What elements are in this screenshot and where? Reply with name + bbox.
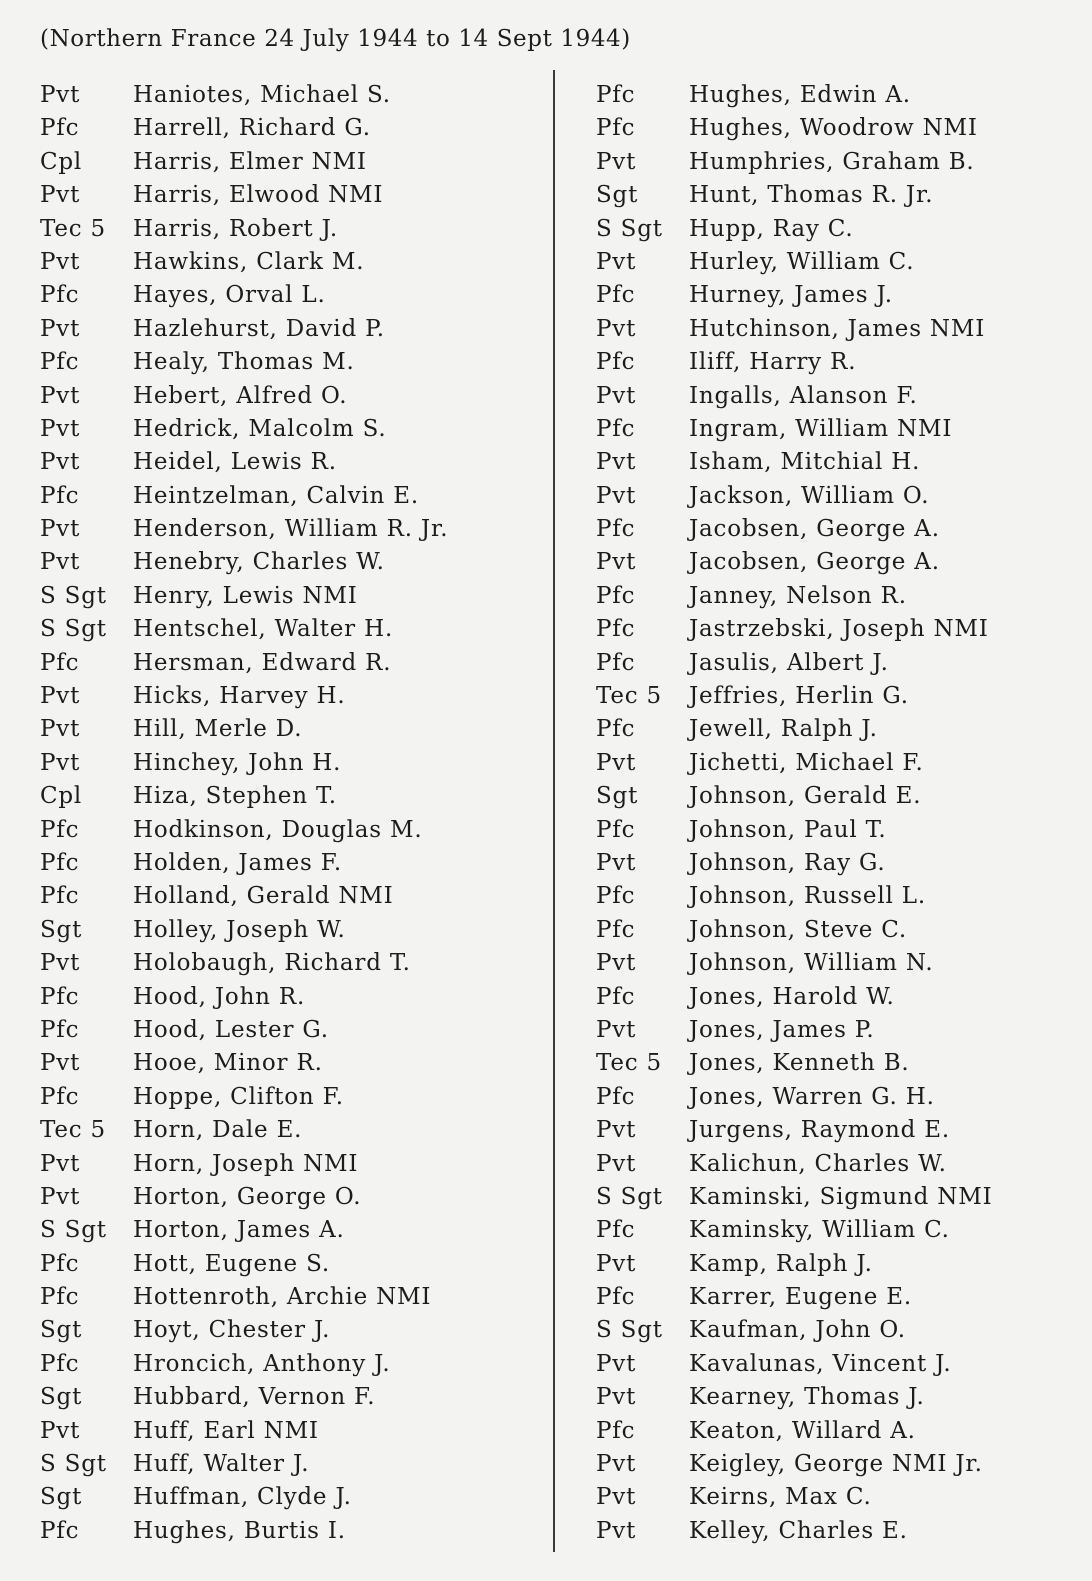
soldier-name: Kamp, Ralph J. [689,1250,873,1277]
rank-label: S Sgt [596,1183,663,1210]
page-heading: (Northern France 24 July 1944 to 14 Sept 1944) [40,26,631,52]
soldier-name: Harris, Robert J. [133,215,338,242]
soldier-name: Hill, Merle D. [133,716,303,743]
rank-label: Pfc [596,1417,636,1444]
rank-label: S Sgt [40,1451,107,1478]
rank-label: Cpl [40,148,83,175]
rank-label: Pvt [596,849,637,876]
rank-label: Pfc [596,516,636,543]
rank-label: Pvt [40,683,81,710]
rank-label: S Sgt [596,1317,663,1344]
rank-label: Pvt [40,950,81,977]
soldier-name: Henebry, Charles W. [133,549,385,576]
rank-label: Pvt [40,1150,81,1177]
soldier-name: Heidel, Lewis R. [133,449,337,476]
soldier-name: Hupp, Ray C. [689,215,854,242]
soldier-name: Hayes, Orval L. [133,282,326,309]
rank-label: Pfc [596,582,636,609]
soldier-name: Hottenroth, Archie NMI [133,1284,432,1311]
soldier-name: Jeffries, Herlin G. [689,683,909,710]
rank-label: Pvt [596,1484,637,1511]
rank-label: Pfc [596,916,636,943]
soldier-name: Hawkins, Clark M. [133,248,365,275]
soldier-name: Healy, Thomas M. [133,349,355,376]
rank-label: Tec 5 [40,215,106,242]
rank-label: Sgt [40,1384,83,1411]
rank-label: Cpl [40,783,83,810]
soldier-name: Hinchey, John H. [133,749,342,776]
rank-label: Tec 5 [40,1117,106,1144]
soldier-name: Hedrick, Malcolm S. [133,415,387,442]
soldier-name: Jones, Harold W. [689,983,895,1010]
rank-label: Pfc [596,349,636,376]
soldier-name: Holland, Gerald NMI [133,883,394,910]
rank-label: Pfc [596,82,636,108]
soldier-name: Jastrzebski, Joseph NMI [689,616,989,643]
soldier-name: Hubbard, Vernon F. [133,1384,376,1411]
soldier-name: Jacobsen, George A. [689,516,940,543]
rank-label: Pfc [40,1350,80,1377]
rank-label: Pfc [40,883,80,910]
rank-label: Pvt [40,248,81,275]
rank-label: Pvt [596,382,637,409]
rank-label: Sgt [40,1317,83,1344]
rank-label: Pfc [40,649,80,676]
soldier-name: Hersman, Edward R. [133,649,392,676]
soldier-name: Johnson, Gerald E. [689,783,922,810]
rank-label: Pvt [40,182,81,209]
soldier-name: Kaminski, Sigmund NMI [689,1183,993,1210]
soldier-name: Hurley, William C. [689,248,915,275]
soldier-name: Jones, Warren G. H. [689,1083,935,1110]
rank-label: Pfc [40,1517,80,1544]
soldier-name: Hebert, Alfred O. [133,382,348,409]
rank-label: Pfc [596,115,636,142]
soldier-name: Heintzelman, Calvin E. [133,482,419,509]
soldier-name: Jasulis, Albert J. [689,649,889,676]
soldier-name: Jurgens, Raymond E. [689,1117,950,1144]
rank-label: Pfc [40,349,80,376]
soldier-name: Hughes, Edwin A. [689,82,911,108]
rank-label: Pvt [596,1150,637,1177]
rank-label: S Sgt [40,1217,107,1244]
rank-label: Pfc [40,1083,80,1110]
rank-label: Pfc [40,282,80,309]
soldier-name: Hood, Lester G. [133,1016,329,1043]
column-divider [553,70,555,1552]
rank-label: Pvt [596,1384,637,1411]
soldier-name: Keirns, Max C. [689,1484,872,1511]
rank-label: S Sgt [596,215,663,242]
soldier-name: Hurney, James J. [689,282,893,309]
rank-label: Pvt [596,315,637,342]
soldier-name: Hazlehurst, David P. [133,315,385,342]
soldier-name: Johnson, William N. [689,950,934,977]
soldier-name: Holley, Joseph W. [133,916,346,943]
soldier-name: Kaminsky, William C. [689,1217,950,1244]
rank-label: Pvt [40,449,81,476]
rank-label: Pvt [596,1250,637,1277]
rank-label: Sgt [596,783,639,810]
soldier-name: Hoyt, Chester J. [133,1317,331,1344]
soldier-name: Keigley, George NMI Jr. [689,1451,983,1478]
rank-label: Pfc [596,883,636,910]
soldier-name: Kearney, Thomas J. [689,1384,925,1411]
rank-label: Pfc [596,816,636,843]
rank-label: Sgt [40,1484,83,1511]
rank-label: Pfc [40,1016,80,1043]
soldier-name: Hutchinson, James NMI [689,315,986,342]
rank-label: Tec 5 [596,683,662,710]
rank-label: Pvt [40,415,81,442]
soldier-name: Huffman, Clyde J. [133,1484,352,1511]
soldier-name: Jackson, William O. [689,482,930,509]
soldier-name: Kelley, Charles E. [689,1517,908,1544]
rank-label: Pvt [40,82,81,108]
rank-label: Pvt [40,1183,81,1210]
soldier-name: Holobaugh, Richard T. [133,950,411,977]
soldier-name: Huff, Walter J. [133,1451,310,1478]
rank-label: Pvt [40,749,81,776]
soldier-name: Iliff, Harry R. [689,349,857,376]
rank-label: Pfc [596,1217,636,1244]
soldier-name: Hroncich, Anthony J. [133,1350,391,1377]
soldier-name: Hicks, Harvey H. [133,683,346,710]
soldier-name: Hunt, Thomas R. Jr. [689,182,934,209]
rank-label: Pfc [596,983,636,1010]
soldier-name: Hott, Eugene S. [133,1250,330,1277]
soldier-name: Humphries, Graham B. [689,148,975,175]
soldier-name: Huff, Earl NMI [133,1417,319,1444]
rank-label: Pvt [596,248,637,275]
rank-label: Pfc [40,482,80,509]
soldier-name: Hood, John R. [133,983,306,1010]
rank-label: Pfc [40,983,80,1010]
soldier-name: Ingalls, Alanson F. [689,382,918,409]
soldier-name: Harrell, Richard G. [133,115,371,142]
soldier-name: Hoppe, Clifton F. [133,1083,344,1110]
soldier-name: Harris, Elwood NMI [133,182,384,209]
soldier-name: Keaton, Willard A. [689,1417,916,1444]
soldier-name: Harris, Elmer NMI [133,148,367,175]
soldier-name: Horn, Joseph NMI [133,1150,359,1177]
rank-label: S Sgt [40,616,107,643]
rank-label: Pvt [596,1350,637,1377]
soldier-name: Jichetti, Michael F. [689,749,924,776]
soldier-name: Johnson, Paul T. [689,816,887,843]
soldier-name: Henry, Lewis NMI [133,582,358,609]
rank-label: Pfc [596,649,636,676]
soldier-name: Kaufman, John O. [689,1317,906,1344]
soldier-name: Hodkinson, Douglas M. [133,816,423,843]
rank-label: Pvt [596,449,637,476]
rank-label: Pvt [596,482,637,509]
soldier-name: Karrer, Eugene E. [689,1284,912,1311]
rank-label: Pvt [596,1016,637,1043]
soldier-name: Isham, Mitchial H. [689,449,921,476]
soldier-name: Jones, Kenneth B. [689,1050,910,1077]
rank-label: Pfc [40,115,80,142]
soldier-name: Johnson, Steve C. [689,916,907,943]
rank-label: Pvt [40,716,81,743]
rank-label: Pvt [596,950,637,977]
rank-label: Pvt [596,749,637,776]
soldier-name: Ingram, William NMI [689,415,953,442]
rank-label: Sgt [40,916,83,943]
soldier-name: Haniotes, Michael S. [133,82,391,108]
rank-label: Pfc [596,616,636,643]
rank-label: Pfc [596,415,636,442]
rank-label: Pvt [596,1451,637,1478]
rank-label: Pvt [596,1517,637,1544]
soldier-name: Henderson, William R. Jr. [133,516,449,543]
rank-label: Pfc [596,1284,636,1311]
soldier-name: Hughes, Woodrow NMI [689,115,978,142]
soldier-name: Hentschel, Walter H. [133,616,394,643]
rank-label: Pfc [596,282,636,309]
rank-label: Pfc [596,1083,636,1110]
rank-label: Pfc [40,1250,80,1277]
rank-label: Sgt [596,182,639,209]
soldier-name: Holden, James F. [133,849,342,876]
rank-label: Pvt [596,148,637,175]
rank-label: Pvt [596,549,637,576]
rank-label: Tec 5 [596,1050,662,1077]
soldier-name: Jones, James P. [689,1016,875,1043]
rank-label: Pfc [596,716,636,743]
soldier-name: Horton, James A. [133,1217,345,1244]
rank-label: Pvt [40,516,81,543]
soldier-name: Jacobsen, George A. [689,549,940,576]
soldier-name: Jewell, Ralph J. [689,716,878,743]
soldier-name: Hiza, Stephen T. [133,783,337,810]
soldier-name: Hooe, Minor R. [133,1050,323,1077]
soldier-name: Kavalunas, Vincent J. [689,1350,952,1377]
rank-label: Pfc [40,1284,80,1311]
soldier-name: Horn, Dale E. [133,1117,303,1144]
rank-label: Pvt [40,382,81,409]
soldier-name: Johnson, Russell L. [689,883,926,910]
soldier-name: Kalichun, Charles W. [689,1150,947,1177]
soldier-name: Janney, Nelson R. [689,582,907,609]
rank-label: Pvt [40,549,81,576]
rank-label: Pvt [40,1417,81,1444]
rank-label: S Sgt [40,582,107,609]
rank-label: Pvt [40,315,81,342]
soldier-name: Johnson, Ray G. [689,849,886,876]
soldier-name: Hughes, Burtis I. [133,1517,346,1544]
rank-label: Pfc [40,849,80,876]
rank-label: Pvt [40,1050,81,1077]
soldier-name: Horton, George O. [133,1183,362,1210]
rank-label: Pfc [40,816,80,843]
rank-label: Pvt [596,1117,637,1144]
